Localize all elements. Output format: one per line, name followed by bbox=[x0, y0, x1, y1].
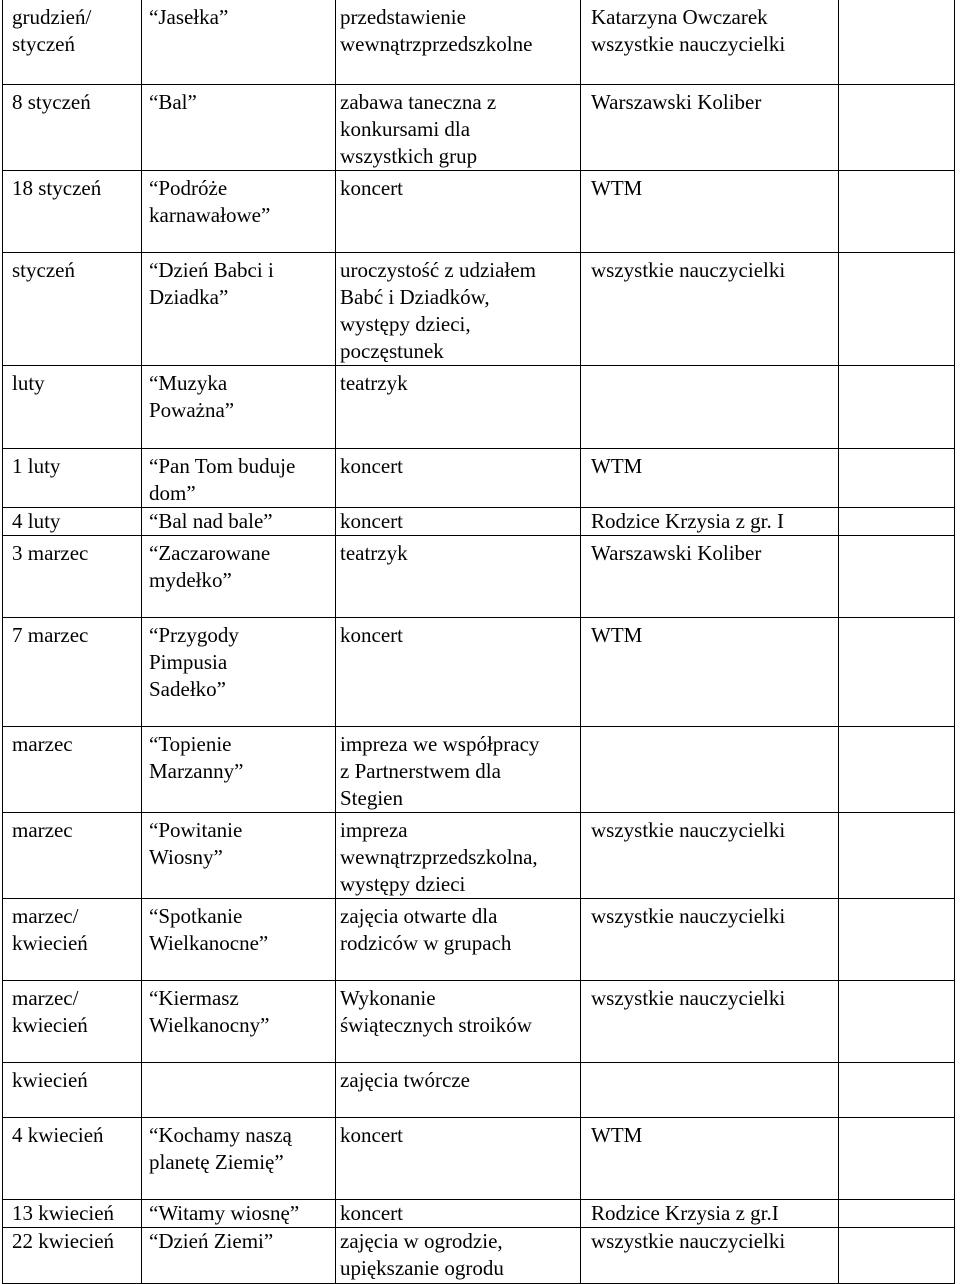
event-responsible-cell bbox=[581, 365, 839, 448]
event-responsible-cell: wszystkie nauczycielki bbox=[581, 812, 839, 898]
event-date-cell: 4 kwiecień bbox=[3, 1117, 142, 1199]
event-title-cell: “Dzień Babci i Dziadka” bbox=[142, 252, 336, 365]
event-responsible-cell: Rodzice Krzysia z gr. I bbox=[581, 507, 839, 535]
event-title-cell: “Topienie Marzanny” bbox=[142, 726, 336, 812]
event-title-cell: “Podróże karnawałowe” bbox=[142, 170, 336, 252]
event-date-cell: grudzień/ styczeń bbox=[3, 0, 142, 84]
event-form-cell: teatrzyk bbox=[336, 365, 581, 448]
event-form-cell: zajęcia w ogrodzie, upiększanie ogrodu bbox=[336, 1227, 581, 1283]
event-notes-cell bbox=[839, 1117, 955, 1199]
event-notes-cell bbox=[839, 812, 955, 898]
event-title-cell: “Bal” bbox=[142, 84, 336, 170]
event-form-cell: przedstawienie wewnątrzprzedszkolne bbox=[336, 0, 581, 84]
table-row bbox=[3, 726, 955, 812]
event-notes-cell bbox=[839, 1062, 955, 1117]
event-date-cell: marzec bbox=[3, 812, 142, 898]
event-responsible-cell: wszystkie nauczycielki bbox=[581, 252, 839, 365]
event-date-cell: 4 luty bbox=[3, 507, 142, 535]
event-form-cell: uroczystość z udziałem Babć i Dziadków, występy dzieci, poczęstunek bbox=[336, 252, 581, 365]
event-responsible-cell: wszystkie nauczycielki bbox=[581, 980, 839, 1062]
event-title-cell: “Pan Tom buduje dom” bbox=[142, 448, 336, 507]
event-form-cell: koncert bbox=[336, 170, 581, 252]
event-date-cell: luty bbox=[3, 365, 142, 448]
event-responsible-cell bbox=[581, 726, 839, 812]
event-title-cell: “Kochamy naszą planetę Ziemię” bbox=[142, 1117, 336, 1199]
events-schedule-table bbox=[2, 0, 955, 1284]
event-form-cell: koncert bbox=[336, 1199, 581, 1227]
event-title-cell: “Jasełka” bbox=[142, 0, 336, 84]
table-row bbox=[3, 812, 955, 898]
event-form-cell: koncert bbox=[336, 507, 581, 535]
table-row bbox=[3, 1199, 955, 1227]
event-notes-cell bbox=[839, 507, 955, 535]
event-responsible-cell: Rodzice Krzysia z gr.I bbox=[581, 1199, 839, 1227]
event-notes-cell bbox=[839, 898, 955, 980]
event-date-cell: 18 styczeń bbox=[3, 170, 142, 252]
table-row bbox=[3, 365, 955, 448]
event-date-cell: marzec/ kwiecień bbox=[3, 898, 142, 980]
event-responsible-cell: wszystkie nauczycielki bbox=[581, 898, 839, 980]
event-date-cell: 13 kwiecień bbox=[3, 1199, 142, 1227]
event-date-cell: styczeń bbox=[3, 252, 142, 365]
event-date-cell: 22 kwiecień bbox=[3, 1227, 142, 1283]
event-notes-cell bbox=[839, 1227, 955, 1283]
event-notes-cell bbox=[839, 252, 955, 365]
event-notes-cell bbox=[839, 535, 955, 617]
event-notes-cell bbox=[839, 980, 955, 1062]
event-title-cell: “Kiermasz Wielkanocny” bbox=[142, 980, 336, 1062]
event-date-cell: 1 luty bbox=[3, 448, 142, 507]
table-row bbox=[3, 84, 955, 170]
event-responsible-cell: wszystkie nauczycielki bbox=[581, 1227, 839, 1283]
table-row bbox=[3, 980, 955, 1062]
event-title-cell: “Spotkanie Wielkanocne” bbox=[142, 898, 336, 980]
event-responsible-cell: WTM bbox=[581, 617, 839, 726]
event-title-cell: “Bal nad bale” bbox=[142, 507, 336, 535]
event-form-cell: teatrzyk bbox=[336, 535, 581, 617]
event-responsible-cell: WTM bbox=[581, 1117, 839, 1199]
event-notes-cell bbox=[839, 448, 955, 507]
table-row bbox=[3, 1117, 955, 1199]
event-title-cell: “Powitanie Wiosny” bbox=[142, 812, 336, 898]
event-title-cell: “Muzyka Poważna” bbox=[142, 365, 336, 448]
event-title-cell: “Dzień Ziemi” bbox=[142, 1227, 336, 1283]
table-row bbox=[3, 898, 955, 980]
event-title-cell: “Witamy wiosnę” bbox=[142, 1199, 336, 1227]
event-form-cell: koncert bbox=[336, 617, 581, 726]
event-notes-cell bbox=[839, 84, 955, 170]
event-responsible-cell: WTM bbox=[581, 448, 839, 507]
event-notes-cell bbox=[839, 170, 955, 252]
table-row bbox=[3, 535, 955, 617]
event-date-cell: 7 marzec bbox=[3, 617, 142, 726]
table-row bbox=[3, 617, 955, 726]
event-form-cell: koncert bbox=[336, 1117, 581, 1199]
event-responsible-cell: WTM bbox=[581, 170, 839, 252]
event-date-cell: 8 styczeń bbox=[3, 84, 142, 170]
table-row bbox=[3, 252, 955, 365]
event-notes-cell bbox=[839, 0, 955, 84]
table-row bbox=[3, 507, 955, 535]
event-form-cell: zajęcia otwarte dla rodziców w grupach bbox=[336, 898, 581, 980]
event-notes-cell bbox=[839, 1199, 955, 1227]
event-form-cell: zabawa taneczna z konkursami dla wszystkich grup bbox=[336, 84, 581, 170]
event-responsible-cell: Warszawski Koliber bbox=[581, 535, 839, 617]
table-row bbox=[3, 170, 955, 252]
event-date-cell: 3 marzec bbox=[3, 535, 142, 617]
event-form-cell: Wykonanie świątecznych stroików bbox=[336, 980, 581, 1062]
event-notes-cell bbox=[839, 617, 955, 726]
table-row bbox=[3, 448, 955, 507]
event-form-cell: impreza wewnątrzprzedszkolna, występy dzieci bbox=[336, 812, 581, 898]
event-title-cell bbox=[142, 1062, 336, 1117]
table-row bbox=[3, 1227, 955, 1283]
event-responsible-cell bbox=[581, 1062, 839, 1117]
table-row bbox=[3, 1062, 955, 1117]
event-date-cell: kwiecień bbox=[3, 1062, 142, 1117]
event-title-cell: “Zaczarowane mydełko” bbox=[142, 535, 336, 617]
event-form-cell: zajęcia twórcze bbox=[336, 1062, 581, 1117]
event-notes-cell bbox=[839, 365, 955, 448]
event-date-cell: marzec bbox=[3, 726, 142, 812]
event-notes-cell bbox=[839, 726, 955, 812]
event-responsible-cell: Katarzyna Owczarek wszystkie nauczycielki bbox=[581, 0, 839, 84]
event-form-cell: koncert bbox=[336, 448, 581, 507]
event-responsible-cell: Warszawski Koliber bbox=[581, 84, 839, 170]
event-title-cell: “Przygody Pimpusia Sadełko” bbox=[142, 617, 336, 726]
event-date-cell: marzec/ kwiecień bbox=[3, 980, 142, 1062]
table-row bbox=[3, 0, 955, 84]
event-form-cell: impreza we współpracy z Partnerstwem dla Stegien bbox=[336, 726, 581, 812]
